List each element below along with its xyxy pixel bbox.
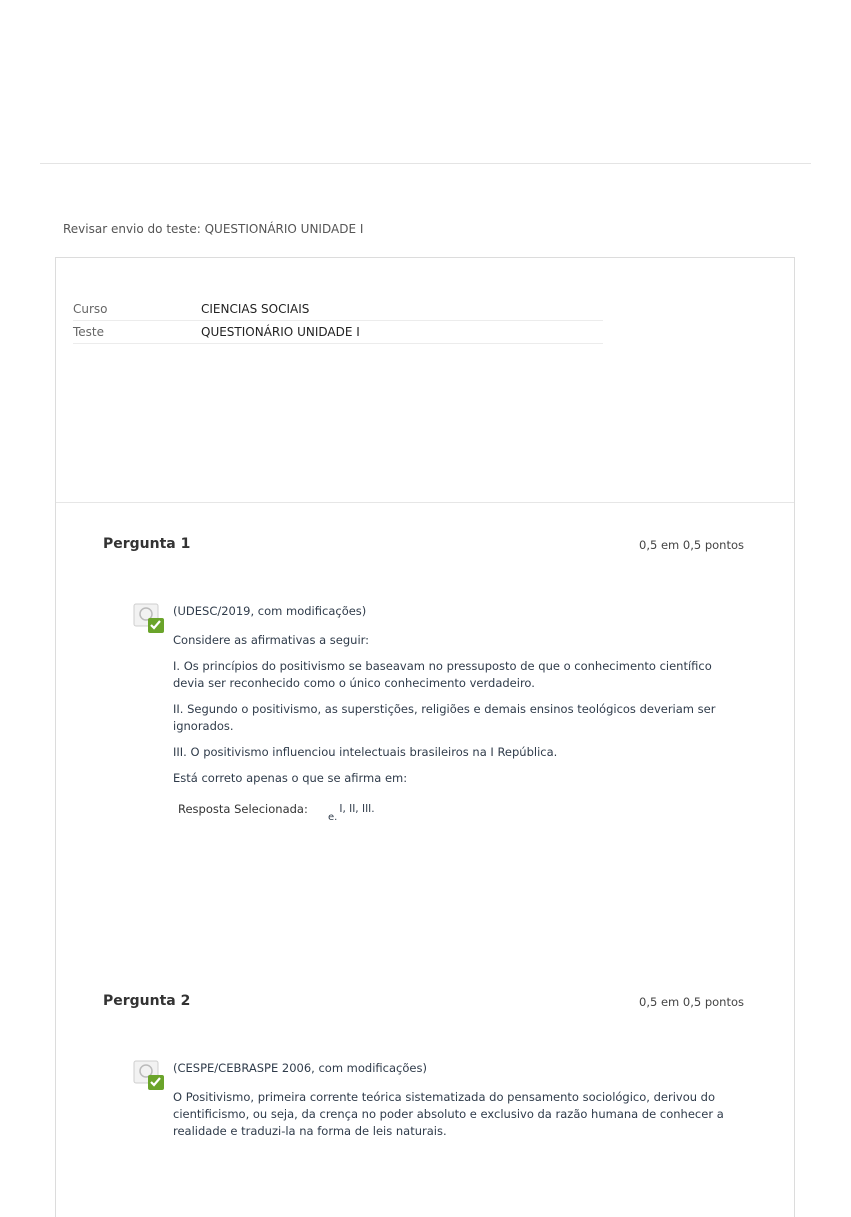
question-body — [133, 1060, 733, 1149]
selected-answer-row — [173, 801, 733, 826]
question-paragraph: O Positivismo, primeira corrente teórica sistematizada do pensamento sociológico, derivou do cientificismo, ou seja, da crença no poder absoluto e exclusivo da razão humana de conhecer a realidade e traduzi-la na forma de leis naturais. — [173, 1090, 724, 1138]
info-value: CIENCIAS SOCIAIS — [201, 302, 310, 316]
question-text — [173, 603, 733, 826]
info-label: Teste — [73, 325, 105, 339]
info-value: QUESTIONÁRIO UNIDADE I — [201, 325, 360, 339]
section-divider — [56, 502, 794, 503]
question-text — [173, 1060, 733, 1140]
info-row-course — [73, 298, 603, 321]
info-label: Curso — [73, 302, 108, 316]
question-2 — [56, 993, 794, 1138]
question-paragraph: Está correto apenas o que se afirma em: — [173, 771, 408, 785]
test-review-panel — [55, 257, 795, 1217]
question-1 — [56, 536, 794, 823]
question-header — [56, 993, 794, 1017]
question-title: Pergunta 2 — [103, 993, 191, 1009]
page-title: Revisar envio do teste: QUESTIONÁRIO UNIDADE I — [63, 222, 364, 236]
question-paragraph: Considere as afirmativas a seguir: — [173, 633, 370, 647]
question-points: 0,5 em 0,5 pontos — [639, 995, 744, 1009]
selected-answer-letter: e. — [328, 812, 338, 823]
test-info-table — [73, 298, 603, 344]
question-header — [56, 536, 794, 560]
correct-check-icon — [133, 603, 167, 635]
correct-check-icon — [133, 1060, 167, 1092]
question-source: (UDESC/2019, com modificações) — [173, 604, 367, 618]
question-source: (CESPE/CEBRASPE 2006, com modificações) — [173, 1061, 427, 1075]
selected-answer-label: Resposta Selecionada: — [178, 802, 308, 816]
selected-answer-value: I, II, III. — [339, 803, 375, 815]
question-points: 0,5 em 0,5 pontos — [639, 538, 744, 552]
question-body — [133, 603, 733, 826]
info-row-test — [73, 321, 603, 344]
header-divider — [40, 163, 811, 164]
question-paragraph: I. Os princípios do positivismo se baseavam no pressuposto de que o conhecimento científico devia ser reconhecido como o único conhecimento verdadeiro. — [173, 659, 712, 690]
question-paragraph: III. O positivismo influenciou intelectuais brasileiros na I República. — [173, 745, 558, 759]
question-paragraph: II. Segundo o positivismo, as superstições, religiões e demais ensinos teológicos deveriam ser ignorados. — [173, 702, 716, 733]
question-title: Pergunta 1 — [103, 536, 191, 552]
